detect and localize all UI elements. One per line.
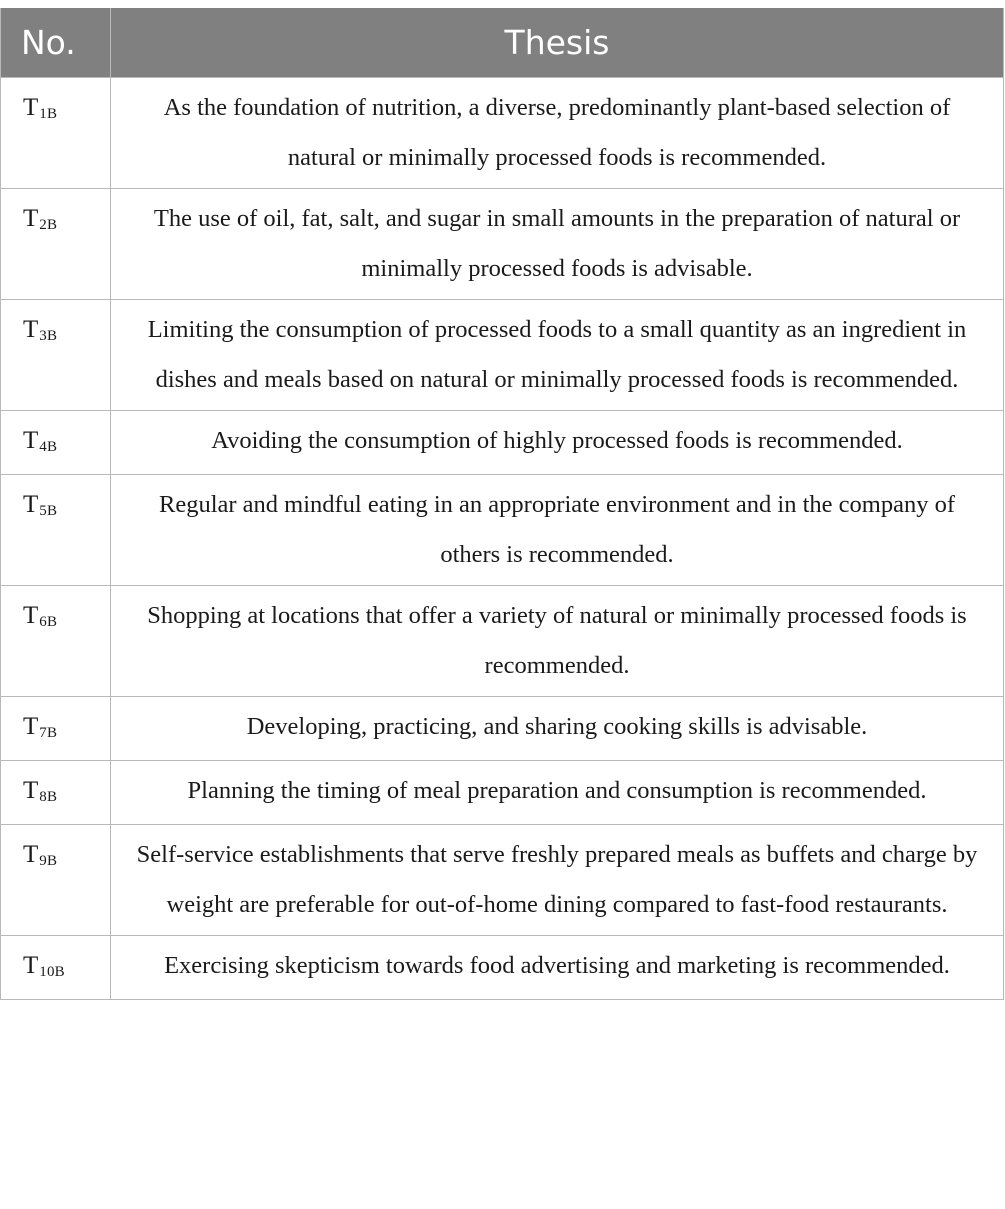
thesis-number-base: T bbox=[23, 602, 39, 629]
thesis-number bbox=[1, 697, 111, 761]
thesis-number-base: T bbox=[23, 952, 39, 979]
thesis-number-base: T bbox=[23, 491, 39, 518]
thesis-number-base: T bbox=[23, 777, 39, 804]
thesis-number-subscript: 6B bbox=[39, 614, 58, 630]
table-row bbox=[1, 78, 1004, 189]
thesis-number-subscript: 5B bbox=[39, 503, 58, 519]
thesis-number bbox=[1, 411, 111, 475]
thesis-number bbox=[1, 825, 111, 936]
thesis-number bbox=[1, 189, 111, 300]
thesis-text: As the foundation of nutrition, a diverse, predominantly plant-based selection of natural or minimally processed foods is recommended. bbox=[111, 78, 1004, 189]
thesis-number bbox=[1, 78, 111, 189]
column-header-no: No. bbox=[1, 8, 111, 78]
thesis-number bbox=[1, 761, 111, 825]
thesis-number-subscript: 4B bbox=[39, 439, 58, 455]
header-row bbox=[1, 8, 1004, 78]
thesis-number-subscript: 1B bbox=[39, 106, 58, 122]
column-header-thesis: Thesis bbox=[111, 8, 1004, 78]
thesis-number-subscript: 10B bbox=[39, 964, 65, 980]
thesis-number-base: T bbox=[23, 713, 39, 740]
thesis-number-subscript: 8B bbox=[39, 789, 58, 805]
thesis-number bbox=[1, 300, 111, 411]
table-row bbox=[1, 825, 1004, 936]
table-row bbox=[1, 411, 1004, 475]
table-row bbox=[1, 475, 1004, 586]
thesis-number-base: T bbox=[23, 427, 39, 454]
thesis-number bbox=[1, 586, 111, 697]
thesis-number-base: T bbox=[23, 841, 39, 868]
thesis-text: Shopping at locations that offer a variety of natural or minimally processed foods is recommended. bbox=[111, 586, 1004, 697]
thesis-table bbox=[0, 8, 1004, 1000]
thesis-number-subscript: 7B bbox=[39, 725, 58, 741]
thesis-text: The use of oil, fat, salt, and sugar in small amounts in the preparation of natural or minimally processed foods is advisable. bbox=[111, 189, 1004, 300]
thesis-text: Self-service establishments that serve freshly prepared meals as buffets and charge by weight are preferable for out-of-home dining compared to fast-food restaurants. bbox=[111, 825, 1004, 936]
table-row bbox=[1, 300, 1004, 411]
thesis-number-base: T bbox=[23, 94, 39, 121]
thesis-number bbox=[1, 936, 111, 1000]
table-row bbox=[1, 936, 1004, 1000]
table-row bbox=[1, 586, 1004, 697]
table-header bbox=[1, 8, 1004, 78]
thesis-text: Regular and mindful eating in an appropriate environment and in the company of others is recommended. bbox=[111, 475, 1004, 586]
thesis-number-subscript: 2B bbox=[39, 217, 58, 233]
thesis-number-subscript: 3B bbox=[39, 328, 58, 344]
table-row bbox=[1, 697, 1004, 761]
thesis-text: Exercising skepticism towards food advertising and marketing is recommended. bbox=[111, 936, 1004, 1000]
thesis-number-base: T bbox=[23, 205, 39, 232]
thesis-number-subscript: 9B bbox=[39, 853, 58, 869]
thesis-number bbox=[1, 475, 111, 586]
thesis-number-base: T bbox=[23, 316, 39, 343]
thesis-text: Developing, practicing, and sharing cooking skills is advisable. bbox=[111, 697, 1004, 761]
thesis-text: Planning the timing of meal preparation and consumption is recommended. bbox=[111, 761, 1004, 825]
table-row bbox=[1, 761, 1004, 825]
thesis-text: Avoiding the consumption of highly processed foods is recommended. bbox=[111, 411, 1004, 475]
table-body bbox=[1, 78, 1004, 1000]
table-row bbox=[1, 189, 1004, 300]
thesis-text: Limiting the consumption of processed foods to a small quantity as an ingredient in dishes and meals based on natural or minimally processed foods is recommended. bbox=[111, 300, 1004, 411]
